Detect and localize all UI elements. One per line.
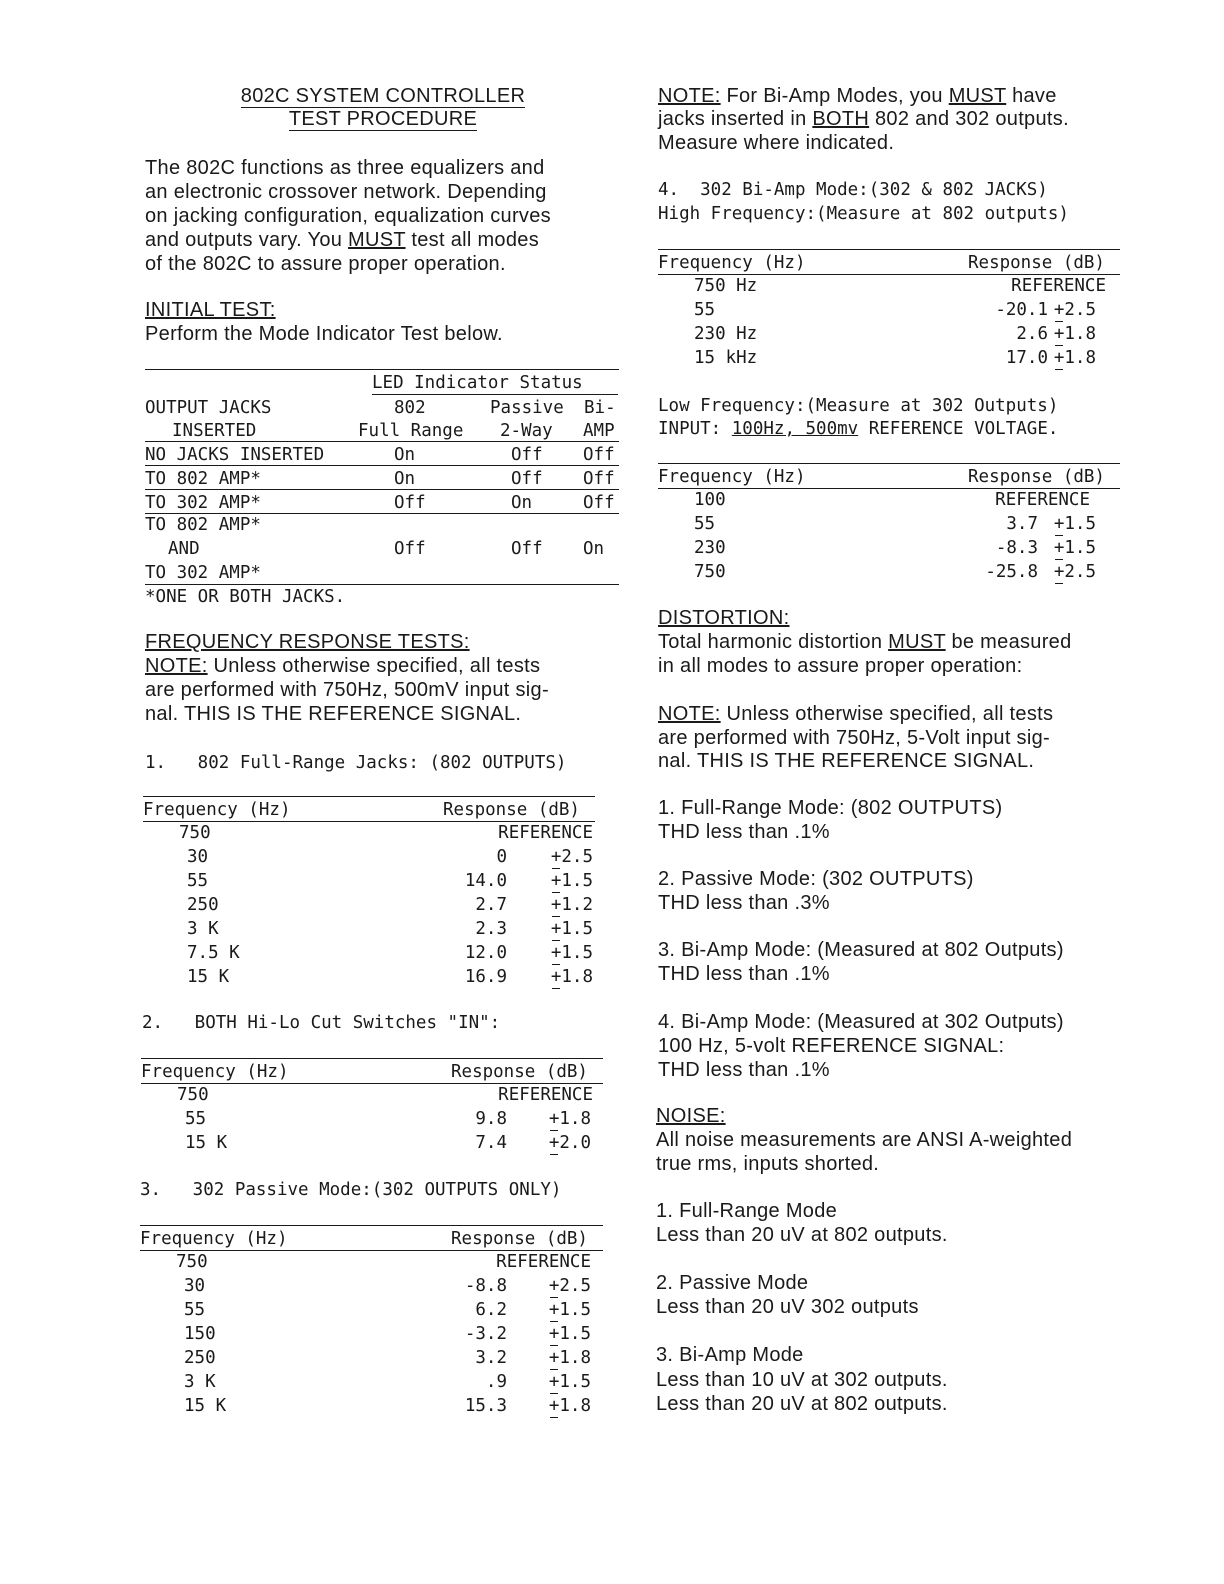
table-row bbox=[658, 560, 1120, 584]
table-row bbox=[143, 869, 595, 893]
col-header-jacks: OUTPUT JACKS bbox=[145, 398, 272, 418]
response-value-cell: 7.4 bbox=[475, 1133, 507, 1153]
tolerance-value: 2.5 bbox=[1064, 562, 1096, 582]
page-subtitle bbox=[173, 107, 593, 131]
test-3-title: 3. 302 Passive Mode:(302 OUTPUTS ONLY) bbox=[140, 1180, 562, 1200]
response-value-cell: -8.3 bbox=[995, 538, 1038, 558]
col-header-frequency: Frequency (Hz) bbox=[658, 467, 806, 487]
distortion-item-value: THD less than .1% bbox=[658, 821, 830, 843]
input-text: REFERENCE VOLTAGE. bbox=[858, 419, 1059, 439]
col-header-response: Response (dB) bbox=[451, 1229, 588, 1249]
table-row bbox=[145, 443, 619, 467]
tolerance-value: 1.5 bbox=[559, 1372, 591, 1392]
table-row bbox=[141, 1107, 603, 1131]
tolerance-value: 1.5 bbox=[1064, 514, 1096, 534]
noise-item-title: 3. Bi-Amp Mode bbox=[656, 1344, 804, 1366]
plus-minus-sign: + bbox=[1053, 514, 1065, 534]
distortion-text bbox=[658, 630, 1072, 654]
table-row bbox=[143, 917, 595, 941]
noise-item-value: Less than 20 uV 302 outputs bbox=[656, 1296, 919, 1318]
table-row bbox=[140, 1250, 603, 1274]
noise-text: All noise measurements are ANSI A-weighted bbox=[656, 1129, 1073, 1151]
table-footnote: *ONE OR BOTH JACKS. bbox=[145, 587, 346, 607]
table-row bbox=[140, 1298, 603, 1322]
noise-item-value: Less than 20 uV at 802 outputs. bbox=[656, 1224, 948, 1246]
tolerance-cell bbox=[551, 845, 593, 869]
note-text: Unless otherwise specified, all tests bbox=[720, 703, 1054, 725]
jacks-cell: TO 302 AMP* bbox=[145, 563, 261, 583]
test-4-subtitle: High Frequency:(Measure at 802 outputs) bbox=[658, 204, 1069, 224]
intro-line: on jacking configuration, equalization curves bbox=[145, 205, 551, 227]
distortion-item-value: THD less than .3% bbox=[658, 892, 830, 914]
table-row bbox=[143, 893, 595, 917]
table-row bbox=[141, 1131, 603, 1155]
tolerance-value: 1.8 bbox=[1064, 324, 1096, 344]
table-rule bbox=[140, 1225, 603, 1226]
dist-emphasis: MUST bbox=[888, 631, 946, 653]
intro-text: and outputs vary. You bbox=[145, 229, 349, 251]
frequency-cell: 7.5 K bbox=[187, 943, 240, 963]
freq-note-line: are performed with 750Hz, 500mV input sig- bbox=[145, 679, 549, 701]
test-4-title: 4. 302 Bi-Amp Mode:(302 & 802 JACKS) bbox=[658, 180, 1048, 200]
plus-minus-sign: + bbox=[548, 1276, 560, 1296]
intro-line: an electronic crossover network. Depending bbox=[145, 181, 547, 203]
col-header-response: Response (dB) bbox=[451, 1062, 588, 1082]
frequency-cell: 750 bbox=[179, 823, 211, 843]
tolerance-cell bbox=[1054, 322, 1096, 346]
tolerance-value: 1.5 bbox=[559, 1300, 591, 1320]
plus-minus-sign: + bbox=[548, 1396, 560, 1416]
plus-minus-sign: + bbox=[550, 967, 562, 987]
tolerance-value: 1.8 bbox=[559, 1348, 591, 1368]
tolerance-value: 2.5 bbox=[1064, 300, 1096, 320]
response-value-cell: 2.3 bbox=[475, 919, 507, 939]
freq-note-line bbox=[145, 654, 540, 678]
table-row bbox=[658, 322, 1120, 346]
tolerance-cell bbox=[549, 1131, 591, 1155]
response-value-cell: -25.8 bbox=[985, 562, 1038, 582]
tolerance-cell bbox=[1054, 346, 1096, 370]
distortion-item-title: 1. Full-Range Mode: (802 OUTPUTS) bbox=[658, 797, 1003, 819]
frequency-cell: 250 bbox=[184, 1348, 216, 1368]
response-value-cell: 16.9 bbox=[464, 967, 507, 987]
tolerance-value: 2.5 bbox=[559, 1276, 591, 1296]
freq-note-line: nal. THIS IS THE REFERENCE SIGNAL. bbox=[145, 703, 522, 725]
full-range-cell: On bbox=[394, 469, 416, 489]
plus-minus-sign: + bbox=[550, 943, 562, 963]
tolerance-value: 1.5 bbox=[561, 871, 593, 891]
distortion-note-line: nal. THIS IS THE REFERENCE SIGNAL. bbox=[658, 750, 1035, 772]
frequency-cell: 15 K bbox=[187, 967, 230, 987]
input-label: INPUT: bbox=[658, 419, 732, 439]
tolerance-cell bbox=[551, 893, 593, 917]
col-header-jacks-2: INSERTED bbox=[172, 421, 257, 441]
jacks-cell: TO 302 AMP* bbox=[145, 493, 261, 513]
note-label: NOTE: bbox=[658, 703, 721, 725]
frequency-cell: 15 K bbox=[184, 1396, 227, 1416]
distortion-item-value: THD less than .1% bbox=[658, 1059, 830, 1081]
reference-cell: REFERENCE bbox=[498, 823, 593, 843]
dist-text: Total harmonic distortion bbox=[658, 631, 889, 653]
response-value-cell: 2.6 bbox=[1016, 324, 1048, 344]
note-label: NOTE: bbox=[658, 85, 721, 107]
table-row bbox=[140, 1370, 603, 1394]
tolerance-cell bbox=[549, 1298, 591, 1322]
plus-minus-sign: + bbox=[550, 919, 562, 939]
note-text: 802 and 302 outputs. bbox=[869, 108, 1069, 130]
table-rule bbox=[145, 441, 619, 442]
table-row bbox=[143, 821, 595, 845]
tolerance-cell bbox=[549, 1394, 591, 1418]
col-header-passive: Passive bbox=[490, 398, 564, 418]
initial-test-heading: INITIAL TEST: bbox=[145, 299, 276, 321]
frequency-cell: 55 bbox=[187, 871, 209, 891]
plus-minus-sign: + bbox=[548, 1300, 560, 1320]
col-header-frequency: Frequency (Hz) bbox=[658, 253, 806, 273]
distortion-item-title: 4. Bi-Amp Mode: (Measured at 302 Outputs) bbox=[658, 1011, 1064, 1033]
table-rule bbox=[658, 249, 1120, 250]
table-row bbox=[658, 488, 1120, 512]
distortion-item-value: THD less than .1% bbox=[658, 963, 830, 985]
reference-cell: REFERENCE bbox=[1011, 276, 1106, 296]
table-rule bbox=[141, 1058, 603, 1059]
frequency-cell: 250 bbox=[187, 895, 219, 915]
table-row bbox=[143, 845, 595, 869]
title-line-1: 802C SYSTEM CONTROLLER bbox=[240, 85, 526, 107]
input-value: 100Hz, 500mv bbox=[731, 419, 859, 439]
dist-text: be measured bbox=[945, 631, 1072, 653]
distortion-note-line bbox=[658, 702, 1053, 726]
passive-cell: Off bbox=[511, 445, 543, 465]
reference-cell: REFERENCE bbox=[496, 1252, 591, 1272]
table-rule bbox=[145, 369, 619, 370]
col-header-response: Response (dB) bbox=[968, 467, 1105, 487]
plus-minus-sign: + bbox=[548, 1372, 560, 1392]
noise-heading: NOISE: bbox=[656, 1105, 726, 1127]
frequency-cell: 100 bbox=[694, 490, 726, 510]
tolerance-value: 1.5 bbox=[561, 943, 593, 963]
jacks-cell: AND bbox=[168, 539, 200, 559]
plus-minus-sign: + bbox=[550, 871, 562, 891]
tolerance-value: 1.8 bbox=[1064, 348, 1096, 368]
col-header-frequency: Frequency (Hz) bbox=[141, 1062, 289, 1082]
intro-line bbox=[145, 228, 539, 252]
table-row bbox=[145, 467, 619, 491]
response-value-cell: 6.2 bbox=[475, 1300, 507, 1320]
noise-item-value: Less than 20 uV at 802 outputs. bbox=[656, 1393, 948, 1415]
tolerance-cell bbox=[551, 869, 593, 893]
jacks-cell: NO JACKS INSERTED bbox=[145, 445, 325, 465]
col-header-frequency: Frequency (Hz) bbox=[140, 1229, 288, 1249]
noise-item-title: 1. Full-Range Mode bbox=[656, 1200, 838, 1222]
frequency-cell: 15 K bbox=[185, 1133, 228, 1153]
frequency-cell: 30 bbox=[184, 1276, 206, 1296]
noise-item-value: Less than 10 uV at 302 outputs. bbox=[656, 1369, 948, 1391]
biamp-cell: Off bbox=[583, 445, 615, 465]
tolerance-cell bbox=[1054, 298, 1096, 322]
tolerance-cell bbox=[549, 1346, 591, 1370]
noise-text: true rms, inputs shorted. bbox=[656, 1153, 880, 1175]
jacks-cell: TO 802 AMP* bbox=[145, 515, 261, 535]
response-value-cell: -3.2 bbox=[464, 1324, 507, 1344]
response-value-cell: 14.0 bbox=[464, 871, 507, 891]
distortion-note-line: are performed with 750Hz, 5-Volt input sig- bbox=[658, 727, 1050, 749]
reference-cell: REFERENCE bbox=[498, 1085, 593, 1105]
response-value-cell: 3.2 bbox=[475, 1348, 507, 1368]
note-emphasis: BOTH bbox=[812, 108, 870, 130]
plus-minus-sign: + bbox=[550, 847, 562, 867]
tolerance-value: 1.5 bbox=[1064, 538, 1096, 558]
table-row bbox=[141, 1083, 603, 1107]
col-header-response: Response (dB) bbox=[968, 253, 1105, 273]
note-text: jacks inserted in bbox=[658, 108, 813, 130]
distortion-item-title: 2. Passive Mode: (302 OUTPUTS) bbox=[658, 868, 974, 890]
plus-minus-sign: + bbox=[548, 1348, 560, 1368]
col-header-802-2: Full Range bbox=[358, 421, 464, 441]
table-row bbox=[658, 298, 1120, 322]
plus-minus-sign: + bbox=[1053, 562, 1065, 582]
full-range-cell: On bbox=[394, 445, 416, 465]
low-frequency-title: Low Frequency:(Measure at 302 Outputs) bbox=[658, 396, 1059, 416]
passive-cell: Off bbox=[511, 469, 543, 489]
frequency-cell: 150 bbox=[184, 1324, 216, 1344]
response-value-cell: 12.0 bbox=[464, 943, 507, 963]
tolerance-value: 1.8 bbox=[561, 967, 593, 987]
plus-minus-sign: + bbox=[1053, 538, 1065, 558]
frequency-cell: 750 Hz bbox=[694, 276, 758, 296]
response-value-cell: 17.0 bbox=[1005, 348, 1048, 368]
tolerance-value: 1.8 bbox=[559, 1109, 591, 1129]
plus-minus-sign: + bbox=[1053, 348, 1065, 368]
biamp-cell: Off bbox=[583, 493, 615, 513]
noise-item-title: 2. Passive Mode bbox=[656, 1272, 809, 1294]
table-row bbox=[143, 965, 595, 989]
col-header-biamp: Bi- bbox=[584, 398, 616, 418]
frequency-cell: 750 bbox=[177, 1085, 209, 1105]
response-value-cell: -8.8 bbox=[464, 1276, 507, 1296]
distortion-text: in all modes to assure proper operation: bbox=[658, 655, 1023, 677]
response-value-cell: 15.3 bbox=[464, 1396, 507, 1416]
tolerance-value: 1.2 bbox=[561, 895, 593, 915]
tolerance-cell bbox=[551, 941, 593, 965]
frequency-cell: 3 K bbox=[184, 1372, 216, 1392]
note-label: NOTE: bbox=[145, 655, 208, 677]
frequency-cell: 55 bbox=[185, 1109, 207, 1129]
tolerance-cell bbox=[549, 1274, 591, 1298]
tolerance-cell bbox=[1054, 560, 1096, 584]
freq-response-heading: FREQUENCY RESPONSE TESTS: bbox=[145, 631, 470, 653]
intro-emphasis: MUST bbox=[348, 229, 406, 251]
frequency-cell: 230 bbox=[694, 538, 726, 558]
distortion-item-detail: 100 Hz, 5-volt REFERENCE SIGNAL: bbox=[658, 1035, 1005, 1057]
response-value-cell: 3.7 bbox=[1006, 514, 1038, 534]
response-value-cell: 2.7 bbox=[475, 895, 507, 915]
plus-minus-sign: + bbox=[550, 895, 562, 915]
tolerance-cell bbox=[551, 965, 593, 989]
low-frequency-input bbox=[658, 417, 1058, 441]
frequency-cell: 55 bbox=[184, 1300, 206, 1320]
plus-minus-sign: + bbox=[548, 1133, 560, 1153]
bi-amp-note-line bbox=[658, 107, 1069, 131]
intro-text: test all modes bbox=[405, 229, 539, 251]
response-value-cell: -20.1 bbox=[995, 300, 1048, 320]
tolerance-value: 1.5 bbox=[559, 1324, 591, 1344]
bi-amp-note-line: Measure where indicated. bbox=[658, 132, 895, 154]
table-rule bbox=[145, 489, 619, 490]
title-line-2: TEST PROCEDURE bbox=[288, 108, 478, 130]
response-value-cell: .9 bbox=[485, 1372, 507, 1392]
passive-cell: Off bbox=[511, 539, 543, 559]
plus-minus-sign: + bbox=[1053, 324, 1065, 344]
intro-line: The 802C functions as three equalizers and bbox=[145, 157, 545, 179]
biamp-cell: Off bbox=[583, 469, 615, 489]
table-row bbox=[140, 1274, 603, 1298]
plus-minus-sign: + bbox=[548, 1109, 560, 1129]
frequency-cell: 55 bbox=[694, 514, 716, 534]
table-row bbox=[658, 536, 1120, 560]
test-1-title: 1. 802 Full-Range Jacks: (802 OUTPUTS) bbox=[145, 753, 567, 773]
tolerance-cell bbox=[549, 1107, 591, 1131]
distortion-heading: DISTORTION: bbox=[658, 607, 790, 629]
tolerance-cell bbox=[549, 1322, 591, 1346]
tolerance-value: 2.0 bbox=[559, 1133, 591, 1153]
full-range-cell: Off bbox=[394, 493, 426, 513]
reference-cell: REFERENCE bbox=[995, 490, 1090, 510]
plus-minus-sign: + bbox=[1053, 300, 1065, 320]
table-rule bbox=[145, 465, 619, 466]
table-row bbox=[140, 1346, 603, 1370]
tolerance-cell bbox=[549, 1370, 591, 1394]
bi-amp-note-line bbox=[658, 84, 1057, 108]
test-2-title: 2. BOTH Hi-Lo Cut Switches "IN": bbox=[142, 1013, 501, 1033]
tolerance-value: 2.5 bbox=[561, 847, 593, 867]
table-rule bbox=[372, 394, 618, 395]
table-rule bbox=[143, 796, 595, 797]
led-group-header: LED Indicator Status bbox=[372, 373, 583, 393]
passive-cell: On bbox=[511, 493, 533, 513]
tolerance-cell bbox=[1054, 536, 1096, 560]
biamp-cell: On bbox=[583, 539, 605, 559]
table-row bbox=[143, 941, 595, 965]
full-range-cell: Off bbox=[394, 539, 426, 559]
table-row bbox=[658, 512, 1120, 536]
plus-minus-sign: + bbox=[548, 1324, 560, 1344]
col-header-frequency: Frequency (Hz) bbox=[143, 800, 291, 820]
table-row bbox=[658, 346, 1120, 370]
tolerance-value: 1.8 bbox=[559, 1396, 591, 1416]
frequency-cell: 750 bbox=[176, 1252, 208, 1272]
table-rule bbox=[658, 463, 1120, 464]
col-header-802: 802 bbox=[394, 398, 426, 418]
intro-line: of the 802C to assure proper operation. bbox=[145, 253, 506, 275]
jacks-cell: TO 802 AMP* bbox=[145, 469, 261, 489]
response-value-cell: 0 bbox=[496, 847, 507, 867]
tolerance-value: 1.5 bbox=[561, 919, 593, 939]
note-text: have bbox=[1006, 85, 1057, 107]
note-text: For Bi-Amp Modes, you bbox=[720, 85, 949, 107]
table-row bbox=[658, 274, 1120, 298]
table-row bbox=[145, 491, 619, 515]
frequency-cell: 15 kHz bbox=[694, 348, 758, 368]
frequency-cell: 230 Hz bbox=[694, 324, 758, 344]
col-header-response: Response (dB) bbox=[443, 800, 580, 820]
frequency-cell: 30 bbox=[187, 847, 209, 867]
frequency-cell: 3 K bbox=[187, 919, 219, 939]
table-row bbox=[140, 1394, 603, 1418]
initial-test-text: Perform the Mode Indicator Test below. bbox=[145, 323, 503, 345]
frequency-cell: 55 bbox=[694, 300, 716, 320]
response-value-cell: 9.8 bbox=[475, 1109, 507, 1129]
note-text: Unless otherwise specified, all tests bbox=[207, 655, 541, 677]
page-title bbox=[173, 84, 593, 108]
frequency-cell: 750 bbox=[694, 562, 726, 582]
col-header-biamp-2: AMP bbox=[583, 421, 615, 441]
tolerance-cell bbox=[551, 917, 593, 941]
note-emphasis: MUST bbox=[948, 85, 1007, 107]
distortion-item-title: 3. Bi-Amp Mode: (Measured at 802 Outputs) bbox=[658, 939, 1064, 961]
table-row bbox=[140, 1322, 603, 1346]
tolerance-cell bbox=[1054, 512, 1096, 536]
col-header-passive-2: 2-Way bbox=[500, 421, 553, 441]
